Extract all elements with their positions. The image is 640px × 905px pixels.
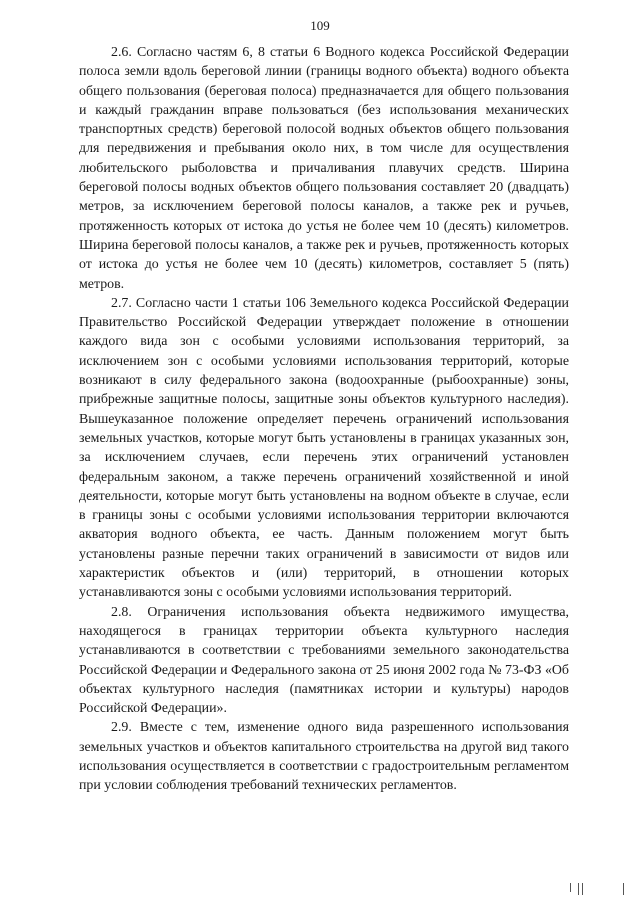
- scan-mark: [582, 883, 583, 895]
- scan-mark: [578, 883, 579, 895]
- paragraph-2-7: 2.7. Согласно части 1 статьи 106 Земельного кодекса Российской Федерации Правительство Российской Федерации утверждает положение в отношении каждого вида зон с особыми условиями использования территорий, за исключением зон с особыми условиями использования территорий, которые возникают в силу федерального закона (водоохранные (рыбоохранные) зоны, прибрежные защитные полосы, защитные зоны объектов культурного наследия). Вышеуказанное положение определяет перечень ограничений использования земельных участков, которые могут быть установлены в границах указанных зон, за исключением случаев, если перечень этих ограничений установлен федеральным законом, а также перечень ограничений хозяйственной и иной деятельности, которые могут быть установлены на водном объекте в случае, если в границы зоны с особыми условиями использования территории включаются акватория водного объекта, ее часть. Данным положением могут быть установлены разные перечни таких ограничений в зависимости от видов или характеристик объектов и (или) территорий, в отношении которых устанавливаются зоны с особыми условиями использования территорий.: [79, 295, 569, 601]
- paragraph-2-8: 2.8. Ограничения использования объекта недвижимого имущества, находящегося в границах территории объекта культурного наследия устанавливаются в соответствии с требованиями земельного законодательства Российской Федерации и Федерального закона от 25 июня 2002 года № 73-ФЗ «Об объектах культурного наследия (памятниках истории и культуры) народов Российской Федерации».: [79, 604, 569, 717]
- paragraph-2-9: 2.9. Вместе с тем, изменение одного вида разрешенного использования земельных участков и объектов капитального строительства на другой вид такого использования осуществляется в соответствии с градостроительным регламентом при условии соблюдения требований технических регламентов.: [79, 720, 569, 794]
- page-number: 109: [310, 18, 330, 33]
- paragraph-2-6: 2.6. Согласно частям 6, 8 статьи 6 Водного кодекса Российской Федерации полоса земли вдоль береговой линии (границы водного объекта) водного объекта общего пользования (береговая полоса) предназначается для общего пользования и каждый гражданин вправе пользоваться (без использования механических транспортных средств) береговой полосой водных объектов общего пользования для передвижения и пребывания около них, в том числе для осуществления любительского рыболовства и причаливания плавучих средств. Ширина береговой полосы водных объектов общего пользования составляет 20 (двадцать) метров, за исключением береговой полосы каналов, а также рек и ручьев, протяженность которых от истока до устья не более чем 10 (десять) километров. Ширина береговой полосы каналов, а также рек и ручьев, протяженность которых от истока до устья не более чем 10 (десять) километров, составляет 5 (пять) метров.: [79, 45, 569, 292]
- scan-mark: [623, 883, 624, 895]
- document-body: [79, 43, 569, 796]
- scan-mark: [570, 883, 571, 892]
- scan-marks: [566, 883, 636, 895]
